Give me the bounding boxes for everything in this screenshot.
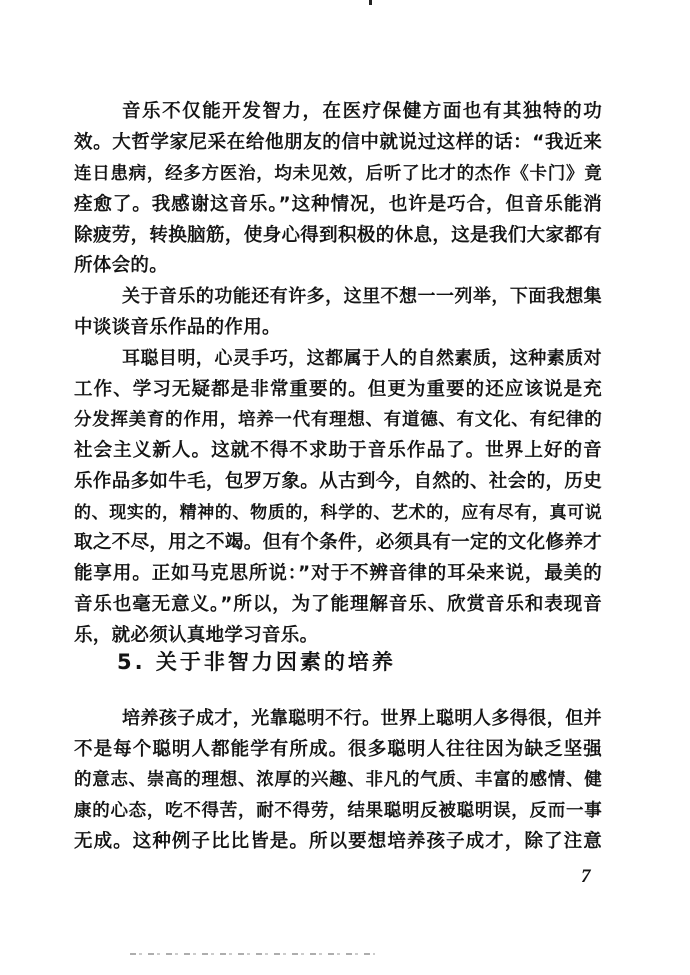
body-line: 痊愈了。我感谢这音乐。”这种情况，也许是巧合，但音乐能消 (74, 194, 602, 215)
body-line: 不是每个聪明人都能学有所成。很多聪明人往往因为缺乏坚强 (74, 739, 602, 760)
body-line: 音乐不仅能开发智力，在医疗保健方面也有其独特的功 (122, 101, 602, 122)
page-number: 7 (581, 866, 591, 887)
body-line: 乐，就必须认真地学习音乐。 (74, 625, 319, 646)
body-line: 培养孩子成才，光靠聪明不行。世界上聪明人多得很，但并 (122, 708, 602, 729)
scan-mark (369, 0, 372, 5)
body-line: 效。大哲学家尼采在给他朋友的信中就说过这样的话：“我近来 (74, 132, 602, 153)
body-line: 除疲劳，转换脑筋，使身心得到积极的休息，这是我们大家都有 (74, 225, 602, 246)
scan-artifact (130, 953, 375, 955)
body-line: 连日患病，经多方医治，均未见效，后听了比才的杰作《卡门》竟 (74, 164, 602, 184)
body-line: 取之不尽，用之不竭。但有个条件，必须具有一定的文化修养才 (74, 532, 602, 553)
body-line: 音乐也毫无意义。”所以，为了能理解音乐、欣赏音乐和表现音 (74, 594, 602, 615)
section-heading: 5. 关于非智力因素的培养 (117, 650, 396, 674)
body-line: 耳聪目明，心灵手巧，这都属于人的自然素质，这种素质对 (122, 348, 602, 369)
body-line: 所体会的。 (74, 255, 169, 276)
body-line: 的、现实的，精神的、物质的，科学的、艺术的，应有尽有，真可说 (74, 503, 602, 523)
body-line: 乐作品多如牛毛，包罗万象。从古到今，自然的、社会的，历史 (74, 471, 602, 492)
body-line: 关于音乐的功能还有许多，这里不想一一列举，下面我想集 (122, 286, 602, 307)
body-line: 中谈谈音乐作品的作用。 (74, 317, 281, 338)
body-line: 能享用。正如马克思所说：”对于不辨音律的耳朵来说，最美的 (74, 563, 602, 584)
body-line: 康的心态，吃不得苦，耐不得劳，结果聪明反被聪明误，反而一事 (74, 801, 602, 821)
body-line: 工作、学习无疑都是非常重要的。但更为重要的还应该说是充 (74, 379, 602, 400)
body-line: 社会主义新人。这就不得不求助于音乐作品了。世界上好的音 (74, 440, 602, 461)
body-line: 分发挥美育的作用，培养一代有理想、有道德、有文化、有纪律的 (74, 410, 602, 430)
body-line: 无成。这种例子比比皆是。所以要想培养孩子成才，除了注意 (74, 831, 602, 852)
body-line: 的意志、崇高的理想、浓厚的兴趣、非凡的气质、丰富的感情、健 (74, 770, 602, 790)
